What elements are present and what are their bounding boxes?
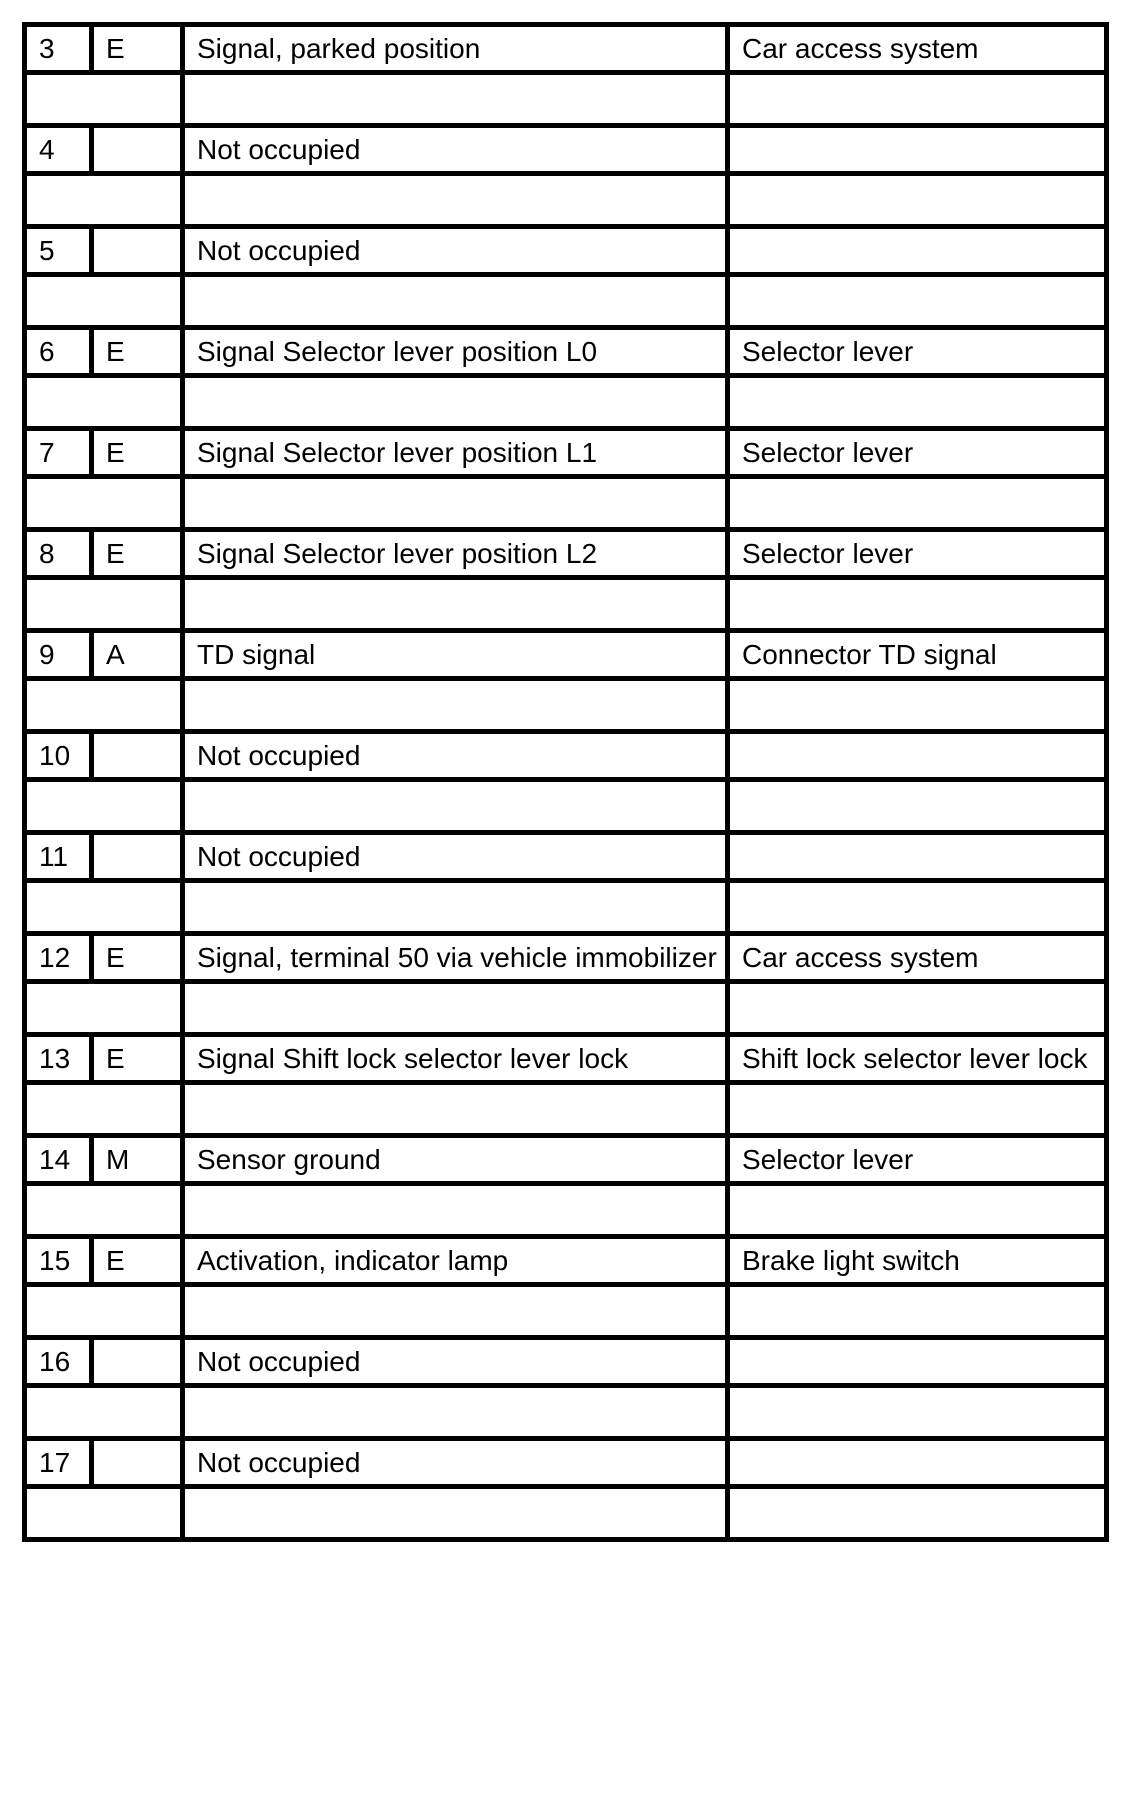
spacer-cell <box>183 275 728 328</box>
component-cell <box>728 126 1107 174</box>
description-cell: Signal Selector lever position L0 <box>183 328 728 376</box>
description-cell: Not occupied <box>183 227 728 275</box>
component-cell: Car access system <box>728 934 1107 982</box>
spacer-cell <box>183 1487 728 1540</box>
description-cell: Not occupied <box>183 732 728 780</box>
pin-number-cell: 7 <box>25 429 92 477</box>
spacer-cell <box>25 578 183 631</box>
pin-number-cell: 3 <box>25 25 92 73</box>
pin-row <box>25 934 1107 982</box>
signal-type-cell: E <box>92 328 183 376</box>
component-cell: Selector lever <box>728 530 1107 578</box>
signal-type-cell: M <box>92 1136 183 1184</box>
pin-number-cell: 15 <box>25 1237 92 1285</box>
description-cell: Not occupied <box>183 833 728 881</box>
description-cell: Signal Selector lever position L2 <box>183 530 728 578</box>
signal-type-cell: E <box>92 1237 183 1285</box>
spacer-cell <box>728 477 1107 530</box>
signal-type-cell <box>92 227 183 275</box>
spacer-row <box>25 174 1107 227</box>
pin-row <box>25 833 1107 881</box>
signal-type-cell <box>92 126 183 174</box>
signal-type-cell <box>92 1338 183 1386</box>
spacer-cell <box>25 376 183 429</box>
spacer-row <box>25 780 1107 833</box>
pin-number-cell: 9 <box>25 631 92 679</box>
pin-row <box>25 25 1107 73</box>
component-cell: Shift lock selector lever lock <box>728 1035 1107 1083</box>
spacer-cell <box>25 982 183 1035</box>
spacer-cell <box>728 881 1107 934</box>
spacer-cell <box>728 275 1107 328</box>
component-cell: Connector TD signal <box>728 631 1107 679</box>
signal-type-cell: E <box>92 1035 183 1083</box>
pin-number-cell: 10 <box>25 732 92 780</box>
spacer-row <box>25 1386 1107 1439</box>
spacer-row <box>25 1184 1107 1237</box>
pin-number-cell: 8 <box>25 530 92 578</box>
component-cell <box>728 227 1107 275</box>
pin-number-cell: 11 <box>25 833 92 881</box>
signal-type-cell: E <box>92 429 183 477</box>
pin-number-cell: 5 <box>25 227 92 275</box>
spacer-cell <box>25 1487 183 1540</box>
spacer-cell <box>728 1487 1107 1540</box>
pin-row <box>25 328 1107 376</box>
spacer-row <box>25 881 1107 934</box>
pin-row <box>25 1237 1107 1285</box>
spacer-row <box>25 1285 1107 1338</box>
component-cell <box>728 1338 1107 1386</box>
spacer-cell <box>183 982 728 1035</box>
spacer-row <box>25 679 1107 732</box>
pin-row <box>25 1439 1107 1487</box>
spacer-cell <box>728 679 1107 732</box>
spacer-row <box>25 578 1107 631</box>
spacer-cell <box>25 780 183 833</box>
spacer-cell <box>728 376 1107 429</box>
spacer-cell <box>25 73 183 126</box>
pin-row <box>25 126 1107 174</box>
spacer-cell <box>25 1386 183 1439</box>
pin-assignment-table <box>22 22 1109 1542</box>
spacer-cell <box>728 780 1107 833</box>
spacer-row <box>25 275 1107 328</box>
spacer-cell <box>183 780 728 833</box>
spacer-row <box>25 73 1107 126</box>
pin-row <box>25 631 1107 679</box>
pin-row <box>25 732 1107 780</box>
pin-row <box>25 429 1107 477</box>
spacer-cell <box>25 679 183 732</box>
spacer-cell <box>183 477 728 530</box>
signal-type-cell: E <box>92 25 183 73</box>
spacer-cell <box>728 1083 1107 1136</box>
spacer-row <box>25 477 1107 530</box>
spacer-cell <box>183 881 728 934</box>
component-cell: Selector lever <box>728 429 1107 477</box>
spacer-cell <box>728 1184 1107 1237</box>
signal-type-cell <box>92 732 183 780</box>
spacer-cell <box>183 578 728 631</box>
pin-number-cell: 14 <box>25 1136 92 1184</box>
signal-type-cell: E <box>92 934 183 982</box>
component-cell <box>728 1439 1107 1487</box>
spacer-cell <box>183 174 728 227</box>
spacer-cell <box>25 1285 183 1338</box>
pin-row <box>25 530 1107 578</box>
spacer-cell <box>728 1285 1107 1338</box>
spacer-cell <box>25 174 183 227</box>
spacer-cell <box>25 881 183 934</box>
spacer-cell <box>728 578 1107 631</box>
spacer-cell <box>25 477 183 530</box>
pin-number-cell: 6 <box>25 328 92 376</box>
spacer-row <box>25 1083 1107 1136</box>
spacer-cell <box>25 1184 183 1237</box>
description-cell: Activation, indicator lamp <box>183 1237 728 1285</box>
spacer-row <box>25 376 1107 429</box>
spacer-cell <box>728 1386 1107 1439</box>
pin-row <box>25 1136 1107 1184</box>
spacer-cell <box>25 275 183 328</box>
spacer-cell <box>183 1386 728 1439</box>
description-cell: Signal, parked position <box>183 25 728 73</box>
signal-type-cell <box>92 1439 183 1487</box>
spacer-row <box>25 982 1107 1035</box>
spacer-cell <box>728 73 1107 126</box>
pin-table-body <box>25 25 1107 1540</box>
pin-number-cell: 4 <box>25 126 92 174</box>
pin-number-cell: 17 <box>25 1439 92 1487</box>
description-cell: Signal, terminal 50 via vehicle immobilizer <box>183 934 728 982</box>
spacer-cell <box>183 679 728 732</box>
spacer-cell <box>183 1285 728 1338</box>
spacer-cell <box>728 982 1107 1035</box>
pin-number-cell: 12 <box>25 934 92 982</box>
component-cell: Selector lever <box>728 1136 1107 1184</box>
description-cell: Sensor ground <box>183 1136 728 1184</box>
pin-number-cell: 16 <box>25 1338 92 1386</box>
spacer-cell <box>728 174 1107 227</box>
component-cell: Selector lever <box>728 328 1107 376</box>
description-cell: TD signal <box>183 631 728 679</box>
spacer-cell <box>183 376 728 429</box>
signal-type-cell <box>92 833 183 881</box>
description-cell: Not occupied <box>183 126 728 174</box>
pin-row <box>25 1035 1107 1083</box>
component-cell: Car access system <box>728 25 1107 73</box>
component-cell: Brake light switch <box>728 1237 1107 1285</box>
description-cell: Signal Selector lever position L1 <box>183 429 728 477</box>
spacer-cell <box>183 1083 728 1136</box>
component-cell <box>728 833 1107 881</box>
spacer-cell <box>183 73 728 126</box>
spacer-cell <box>183 1184 728 1237</box>
signal-type-cell: A <box>92 631 183 679</box>
spacer-row <box>25 1487 1107 1540</box>
component-cell <box>728 732 1107 780</box>
signal-type-cell: E <box>92 530 183 578</box>
pin-row <box>25 227 1107 275</box>
spacer-cell <box>25 1083 183 1136</box>
description-cell: Signal Shift lock selector lever lock <box>183 1035 728 1083</box>
description-cell: Not occupied <box>183 1338 728 1386</box>
pin-row <box>25 1338 1107 1386</box>
description-cell: Not occupied <box>183 1439 728 1487</box>
pin-number-cell: 13 <box>25 1035 92 1083</box>
